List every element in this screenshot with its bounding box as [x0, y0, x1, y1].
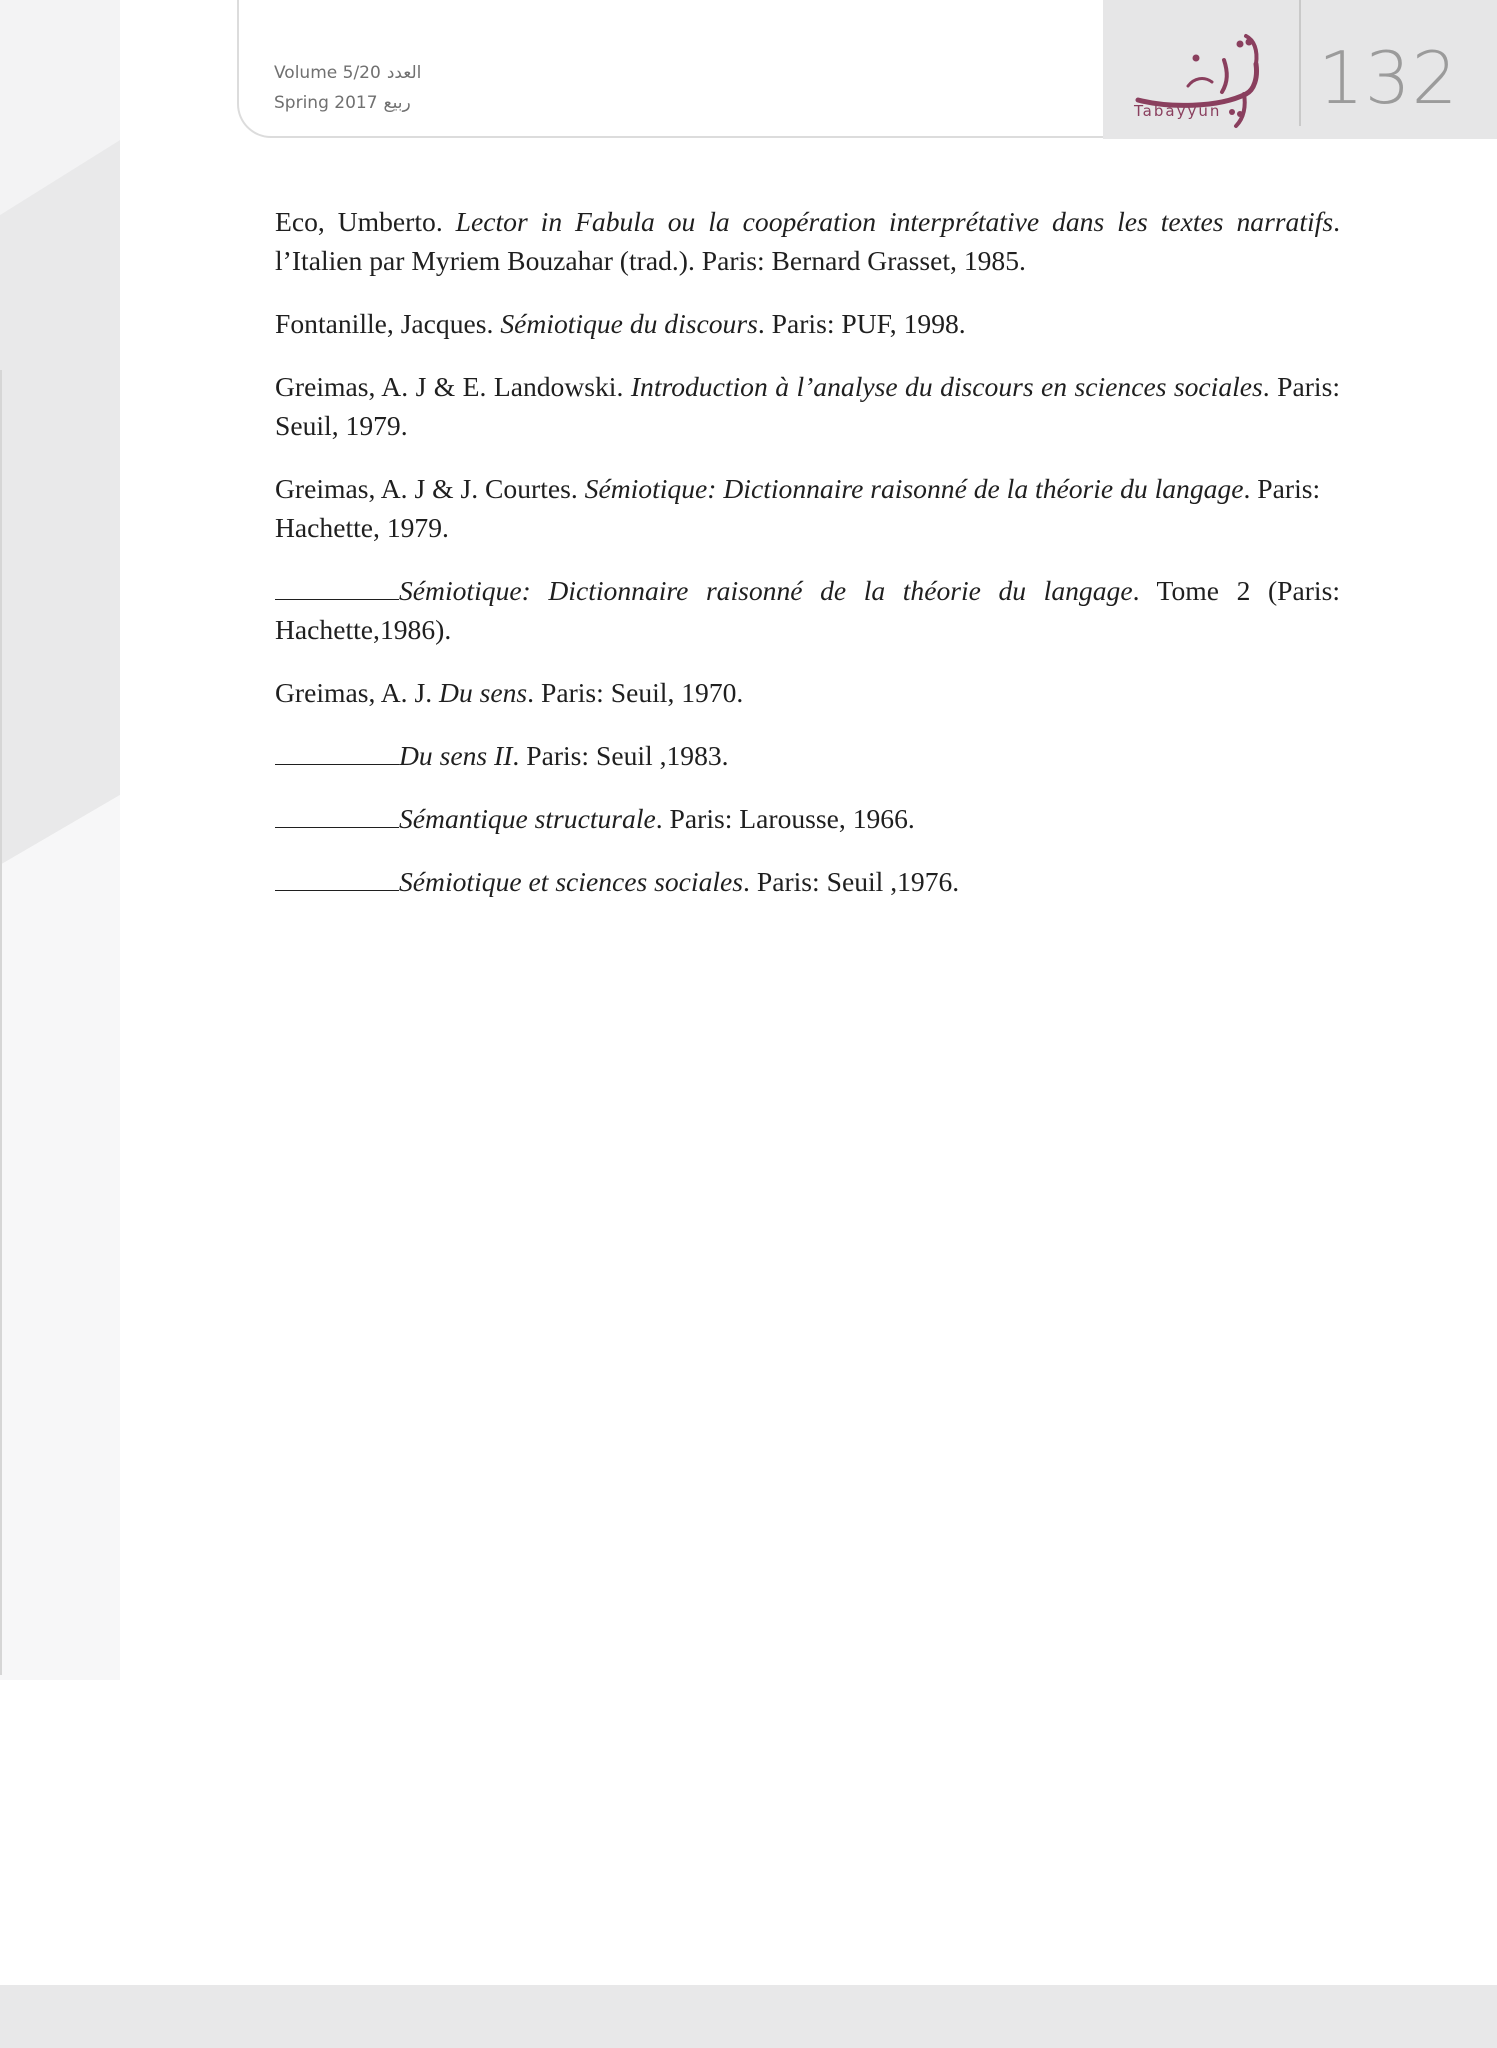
- volume-arabic: العدد: [386, 63, 422, 83]
- reference-entry: [275, 862, 1340, 901]
- reference-entry: [275, 673, 1340, 712]
- season-arabic: ربيع: [383, 93, 411, 113]
- logo-wordmark: Tabayyun: [1134, 102, 1222, 120]
- issue-info: [274, 58, 421, 118]
- left-decorative-band: [0, 0, 120, 1680]
- reference-entry: [275, 304, 1340, 343]
- reference-details: . Paris: Larousse, 1966.: [655, 803, 915, 834]
- repeated-author-rule: [275, 864, 399, 891]
- reference-details: . Tome 2 (Paris: Hachette,1986).: [275, 575, 1340, 645]
- reference-list: [275, 202, 1340, 925]
- reference-details: . Paris: Seuil ,1983.: [512, 740, 729, 771]
- reference-entry: [275, 799, 1340, 838]
- reference-details: . Paris: Hachette, 1979.: [275, 473, 1321, 543]
- volume-line: [274, 58, 421, 88]
- reference-author: Greimas, A. J.: [275, 677, 440, 708]
- reference-title: Lector in Fabula ou la coopération interprétative dans les textes narratifs: [455, 206, 1334, 237]
- reference-entry: [275, 202, 1340, 280]
- footer-band: [0, 1985, 1497, 2048]
- reference-title: Du sens: [439, 677, 528, 708]
- header-divider: [1299, 0, 1301, 126]
- reference-author: Greimas, A. J & J. Courtes.: [275, 473, 585, 504]
- reference-details: . Paris: Seuil, 1970.: [527, 677, 744, 708]
- reference-entry: [275, 736, 1340, 775]
- volume-label: Volume 5/20: [274, 63, 381, 83]
- reference-details: . Paris: PUF, 1998.: [757, 308, 966, 339]
- season-line: [274, 88, 421, 118]
- reference-details: . Paris: Seuil ,1976.: [743, 866, 960, 897]
- season-label: Spring 2017: [274, 93, 378, 113]
- page-number: 132: [1318, 36, 1459, 120]
- reference-title: Sémiotique: Dictionnaire raisonné de la théorie du langage: [399, 575, 1133, 606]
- reference-title: Sémantique structurale: [399, 803, 656, 834]
- repeated-author-rule: [275, 801, 399, 828]
- reference-title: Du sens II: [399, 740, 513, 771]
- repeated-author-rule: [275, 573, 399, 600]
- reference-entry: [275, 469, 1340, 547]
- repeated-author-rule: [275, 738, 399, 765]
- reference-title: Sémiotique du discours: [500, 308, 758, 339]
- reference-title: Introduction à l’analyse du discours en sciences sociales: [630, 371, 1263, 402]
- reference-author: Fontanille, Jacques.: [275, 308, 501, 339]
- reference-author: Eco, Umberto.: [275, 206, 456, 237]
- reference-details: . Paris: Seuil, 1979.: [275, 371, 1340, 441]
- reference-details: . l’Italien par Myriem Bouzahar (trad.). Paris: Bernard Grasset, 1985.: [275, 206, 1340, 276]
- reference-author: Greimas, A. J & E. Landowski.: [275, 371, 631, 402]
- reference-entry: [275, 367, 1340, 445]
- reference-title: Sémiotique: Dictionnaire raisonné de la théorie du langage: [584, 473, 1244, 504]
- reference-title: Sémiotique et sciences sociales: [399, 866, 744, 897]
- reference-entry: [275, 571, 1340, 649]
